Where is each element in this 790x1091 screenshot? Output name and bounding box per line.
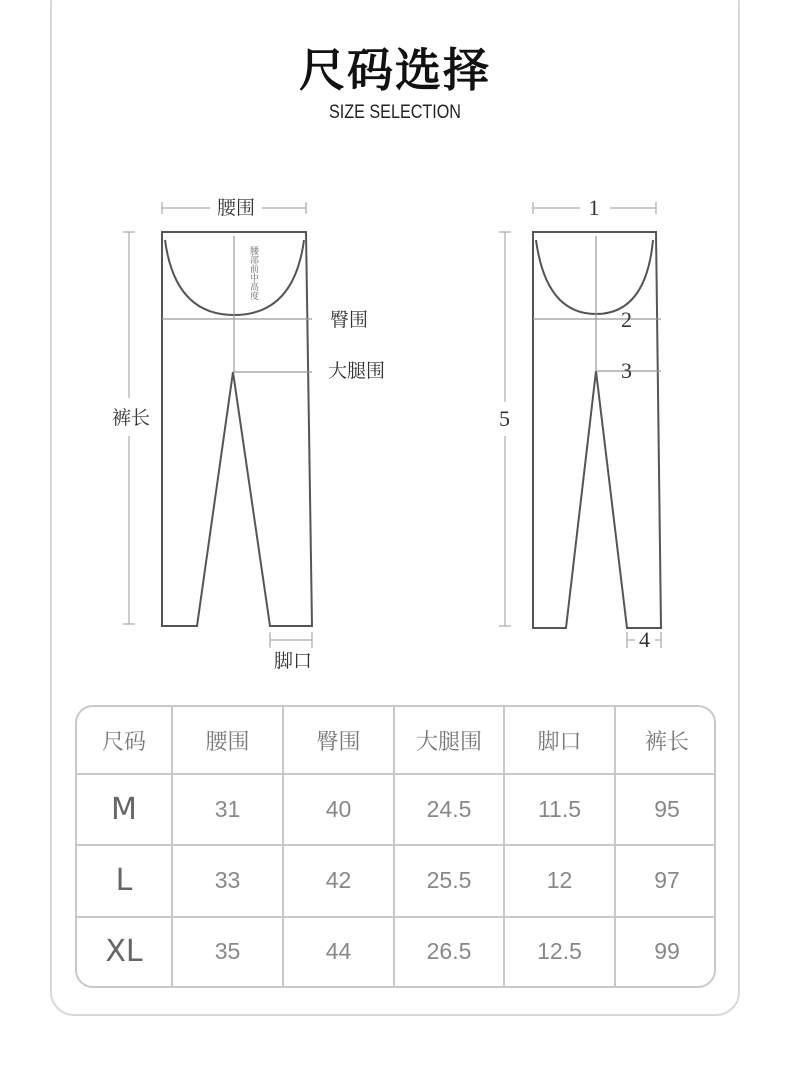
- table-cell: 40: [283, 774, 394, 845]
- table-row: [77, 917, 716, 986]
- page-title: 尺码选择: [299, 43, 491, 97]
- length-label: 裤长: [112, 407, 151, 429]
- table-cell: 12.5: [504, 917, 615, 986]
- front-rise-label: 腰部前中高度: [248, 246, 258, 300]
- table-cell: 33: [172, 845, 283, 916]
- page-subtitle: SIZE SELECTION: [329, 102, 461, 123]
- table-cell: 24.5: [394, 774, 504, 845]
- size-cell: XL: [77, 917, 172, 986]
- table-cell: 11.5: [504, 774, 615, 845]
- table-cell: 97: [615, 845, 716, 916]
- header-waist: 腰围: [172, 707, 283, 774]
- hip-label: 臀围: [330, 309, 369, 331]
- header-leg-opening: 脚口: [504, 707, 615, 774]
- leg-opening-label: 脚口: [274, 650, 313, 672]
- header-hip: 臀围: [283, 707, 394, 774]
- size-table: [75, 705, 716, 988]
- waist-number: 1: [588, 195, 600, 220]
- right-pants-drawing: [499, 202, 661, 648]
- header-size: 尺码: [77, 707, 172, 774]
- table-cell: 12: [504, 845, 615, 916]
- header-thigh: 大腿围: [394, 707, 504, 774]
- table-cell: 35: [172, 917, 283, 986]
- table-cell: 25.5: [394, 845, 504, 916]
- table-cell: 99: [615, 917, 716, 986]
- table-row: [77, 845, 716, 916]
- table-cell: 95: [615, 774, 716, 845]
- size-cell: L: [77, 845, 172, 916]
- table-cell: 44: [283, 917, 394, 986]
- header-length: 裤长: [615, 707, 716, 774]
- table-cell: 26.5: [394, 917, 504, 986]
- table-row: [77, 774, 716, 845]
- table-header-row: [77, 707, 716, 774]
- thigh-label: 大腿围: [328, 360, 386, 382]
- table-cell: 31: [172, 774, 283, 845]
- left-pants-drawing: [123, 202, 312, 648]
- table-cell: 42: [283, 845, 394, 916]
- length-number: 5: [499, 406, 510, 431]
- leg-opening-number: 4: [639, 627, 650, 652]
- size-cell: M: [77, 774, 172, 845]
- hip-number: 2: [621, 307, 632, 332]
- waist-label: 腰围: [216, 197, 256, 219]
- thigh-number: 3: [621, 358, 632, 383]
